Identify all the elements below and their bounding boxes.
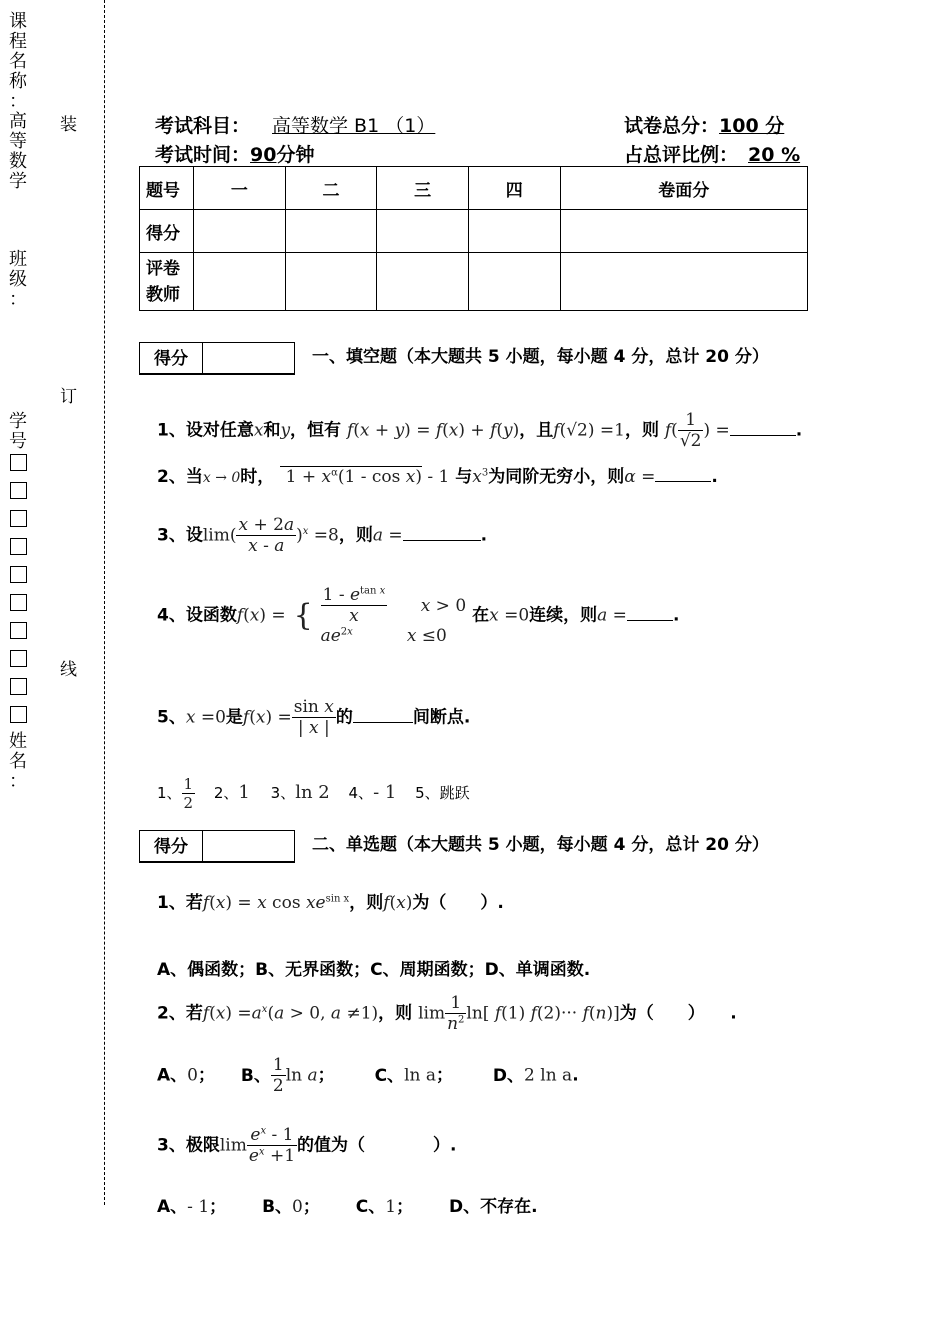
binding-mark-ding: 订 — [60, 387, 77, 407]
score-header: 一 — [194, 167, 286, 210]
score-header: 卷面分 — [560, 167, 807, 210]
score-cell[interactable] — [285, 210, 377, 253]
grader-row-label: 评卷 教师 — [140, 253, 194, 311]
exam-ratio: 占总评比例： 20 % — [624, 144, 801, 166]
grader-cell[interactable] — [468, 253, 560, 311]
score-header: 题号 — [140, 167, 194, 210]
grader-cell[interactable] — [560, 253, 807, 311]
sidebar-course-label: 课 程 名 称 ： 高 等 数 学 — [9, 11, 27, 192]
s1-question-5: 5、x =0是f(x) = $\frac{\text{sin x}}{| x |}$ 的 间断点. — [157, 697, 471, 738]
section1-score-box[interactable]: 得分 — [139, 342, 295, 375]
s2-question-3-options: A、- 1； B、0； C、1； D、不存在. — [157, 1197, 538, 1217]
s2-question-3: 3、极限lim $\frac{e^x - 1}{e^x +1}$ 的值为（ ）. — [157, 1125, 457, 1166]
grader-cell[interactable] — [194, 253, 286, 311]
id-digit-box[interactable] — [10, 706, 27, 723]
s1-answers: 1、 $\frac{1}{2}$ 2、1 3、ln 2 4、- 1 5、跳跃 — [157, 775, 470, 812]
score-header: 三 — [377, 167, 469, 210]
binding-mark-xian: 线 — [60, 660, 77, 680]
id-digit-box[interactable] — [10, 482, 27, 499]
s1-question-4: 4、设函数f(x) = { $\frac{1 - e^{tan x}}{x}$ x > 0 $ae^{2x}$ x ≤0 在x =0连续，则a = . — [157, 585, 680, 646]
id-digit-box[interactable] — [10, 566, 27, 583]
exam-subject: 考试科目： 高等数学 B1 （1） — [155, 115, 436, 137]
score-cell[interactable] — [468, 210, 560, 253]
section1-title: 一、填空题（本大题共 5 小题，每小题 4 分，总计 20 分） — [312, 347, 769, 367]
s2-question-1: 1、若f(x) = x $\cos xe^{sin x}$，则f(x)为（ ）. — [157, 893, 504, 913]
s2-question-2-options: A、0； B、 $\frac{1}{2}$ ln a； C、ln a； D、2 ln a. — [157, 1055, 579, 1096]
s1-question-1: 1、设对任意x和y，恒有 f(x + y) = f(x) + f(y)，且f(√2) =1，则 f( $\frac{1}{√2}$ ) = . — [157, 410, 803, 451]
id-digit-box[interactable] — [10, 538, 27, 555]
id-digit-box[interactable] — [10, 510, 27, 527]
score-header: 二 — [285, 167, 377, 210]
s1-question-3: 3、设lim( $\frac{x + 2a}{x - a}$ )$^x$ =8，则a = . — [157, 515, 488, 556]
id-digit-box[interactable] — [10, 454, 27, 471]
sidebar-class-label: 班 级 ： — [9, 249, 27, 310]
binding-mark-zhuang: 装 — [60, 115, 77, 135]
score-cell[interactable] — [560, 210, 807, 253]
id-digit-box[interactable] — [10, 622, 27, 639]
s2-question-1-options: A、偶函数；B、无界函数；C、周期函数；D、单调函数. — [157, 960, 591, 980]
grader-cell[interactable] — [285, 253, 377, 311]
s1-question-2: 2、当x → 0时， $1 + x^\alpha(1 - \cos x) - 1$ 与$x^3$为同阶无穷小，则α = . — [157, 467, 718, 487]
sidebar-id-label: 学 号 姓 名 ： — [9, 411, 27, 792]
score-header: 四 — [468, 167, 560, 210]
exam-time: 考试时间：90分钟 — [155, 144, 315, 166]
exam-total: 试卷总分：100 分 — [624, 115, 785, 137]
binding-cut-line — [104, 0, 105, 1205]
id-digit-box[interactable] — [10, 650, 27, 667]
score-row-label: 得分 — [140, 210, 194, 253]
grader-cell[interactable] — [377, 253, 469, 311]
section2-score-box[interactable]: 得分 — [139, 830, 295, 863]
section2-title: 二、单选题（本大题共 5 小题，每小题 4 分，总计 20 分） — [312, 835, 769, 855]
s2-question-2: 2、若$f(x) =a^x(a > 0$, a ≠1)，则 lim $\frac{1}{n^2}$ ln[ f(1) f(2)··· f(n)]为（ ） . — [157, 993, 737, 1034]
id-digit-box[interactable] — [10, 678, 27, 695]
score-table — [139, 166, 808, 311]
score-cell[interactable] — [194, 210, 286, 253]
score-cell[interactable] — [377, 210, 469, 253]
id-digit-box[interactable] — [10, 594, 27, 611]
